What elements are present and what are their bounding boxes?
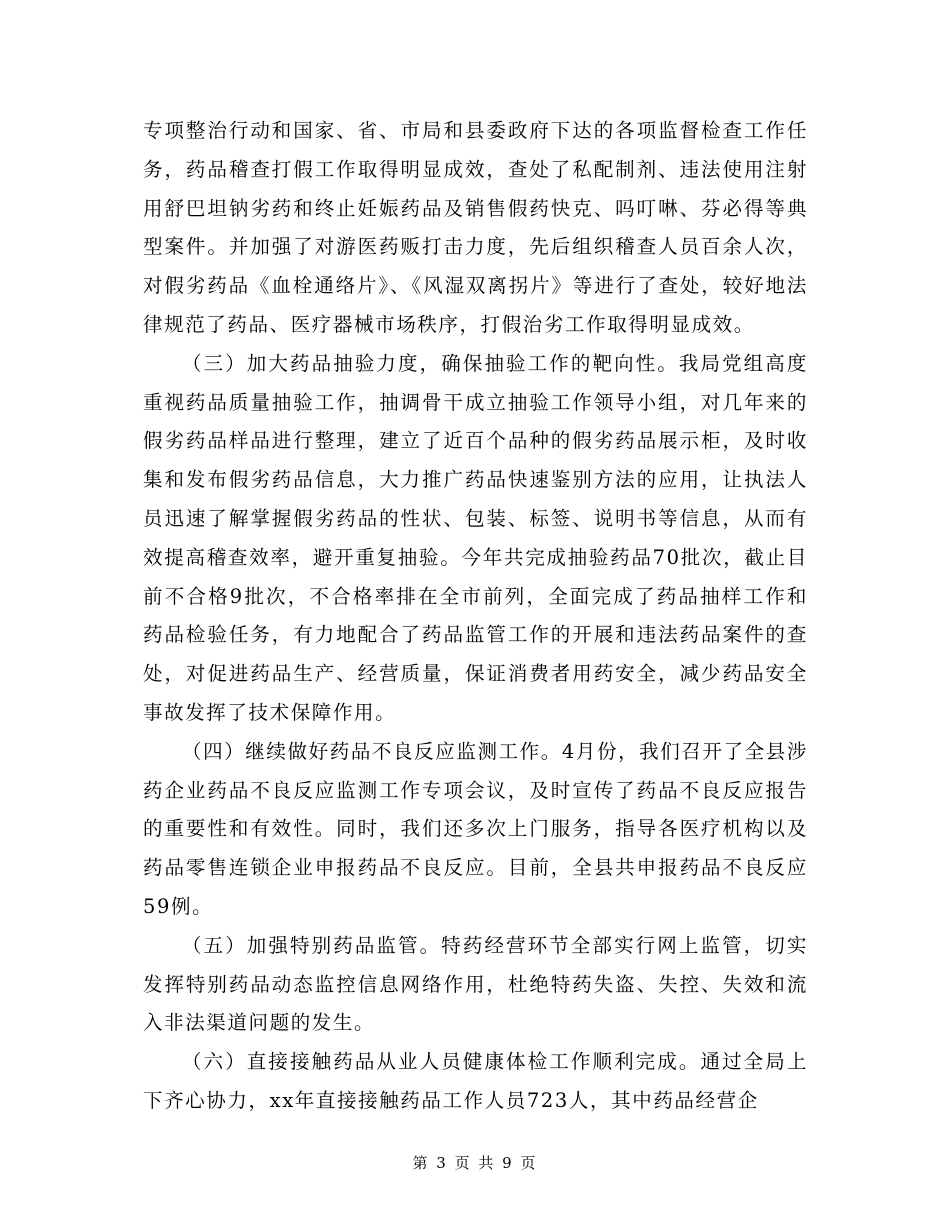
page-footer: 第 3 页 共 9 页 xyxy=(412,1154,538,1172)
paragraph-4: （五）加强特别药品监管。特药经营环节全部实行网上监管，切实发挥特别药品动态监控信息网络作用，杜绝特药失盗、失控、失效和流入非法渠道问题的发生。 xyxy=(143,933,808,1035)
paragraph-3: （四）继续做好药品不良反应监测工作。4月份，我们召开了全县涉药企业药品不良反应监测工作专项会议，及时宣传了药品不良反应报告的重要性和有效性。同时，我们还多次上门服务，指导各医疗机构以及药品零售连锁企业申报药品不良反应。目前，全县共申报药品不良反应59例。 xyxy=(143,739,808,918)
paragraph-1: 专项整治行动和国家、省、市局和县委政府下达的各项监督检查工作任务，药品稽查打假工作取得明显成效，查处了私配制剂、违法使用注射用舒巴坦钠劣药和终止妊娠药品及销售假药快克、吗叮啉、芬必得等典型案件。并加强了对游医药贩打击力度，先后组织稽查人员百余人次，对假劣药品《血栓通络片》、《风湿双离拐片》等进行了查处，较好地法律规范了药品、医疗器械市场秩序，打假治劣工作取得明显成效。 xyxy=(143,119,808,336)
paragraph-5: （六）直接接触药品从业人员健康体检工作顺利完成。通过全局上下齐心协力，xx年直接接触药品工作人员723人，其中药品经营企 xyxy=(143,1050,808,1112)
paragraph-2: （三）加大药品抽验力度，确保抽验工作的靶向性。我局党组高度重视药品质量抽验工作，抽调骨干成立抽验工作领导小组，对几年来的假劣药品样品进行整理，建立了近百个品种的假劣药品展示柜，及时收集和发布假劣药品信息，大力推广药品快速鉴别方法的应用，让执法人员迅速了解掌握假劣药品的性状、包装、标签、说明书等信息，从而有效提高稽查效率，避开重复抽验。今年共完成抽验药品70批次，截止目前不合格9批次，不合格率排在全市前列，全面完成了药品抽样工作和药品检验任务，有力地配合了药品监管工作的开展和违法药品案件的查处，对促进药品生产、经营质量，保证消费者用药安全，减少药品安全事故发挥了技术保障作用。 xyxy=(143,351,808,724)
document-body xyxy=(143,112,808,1121)
